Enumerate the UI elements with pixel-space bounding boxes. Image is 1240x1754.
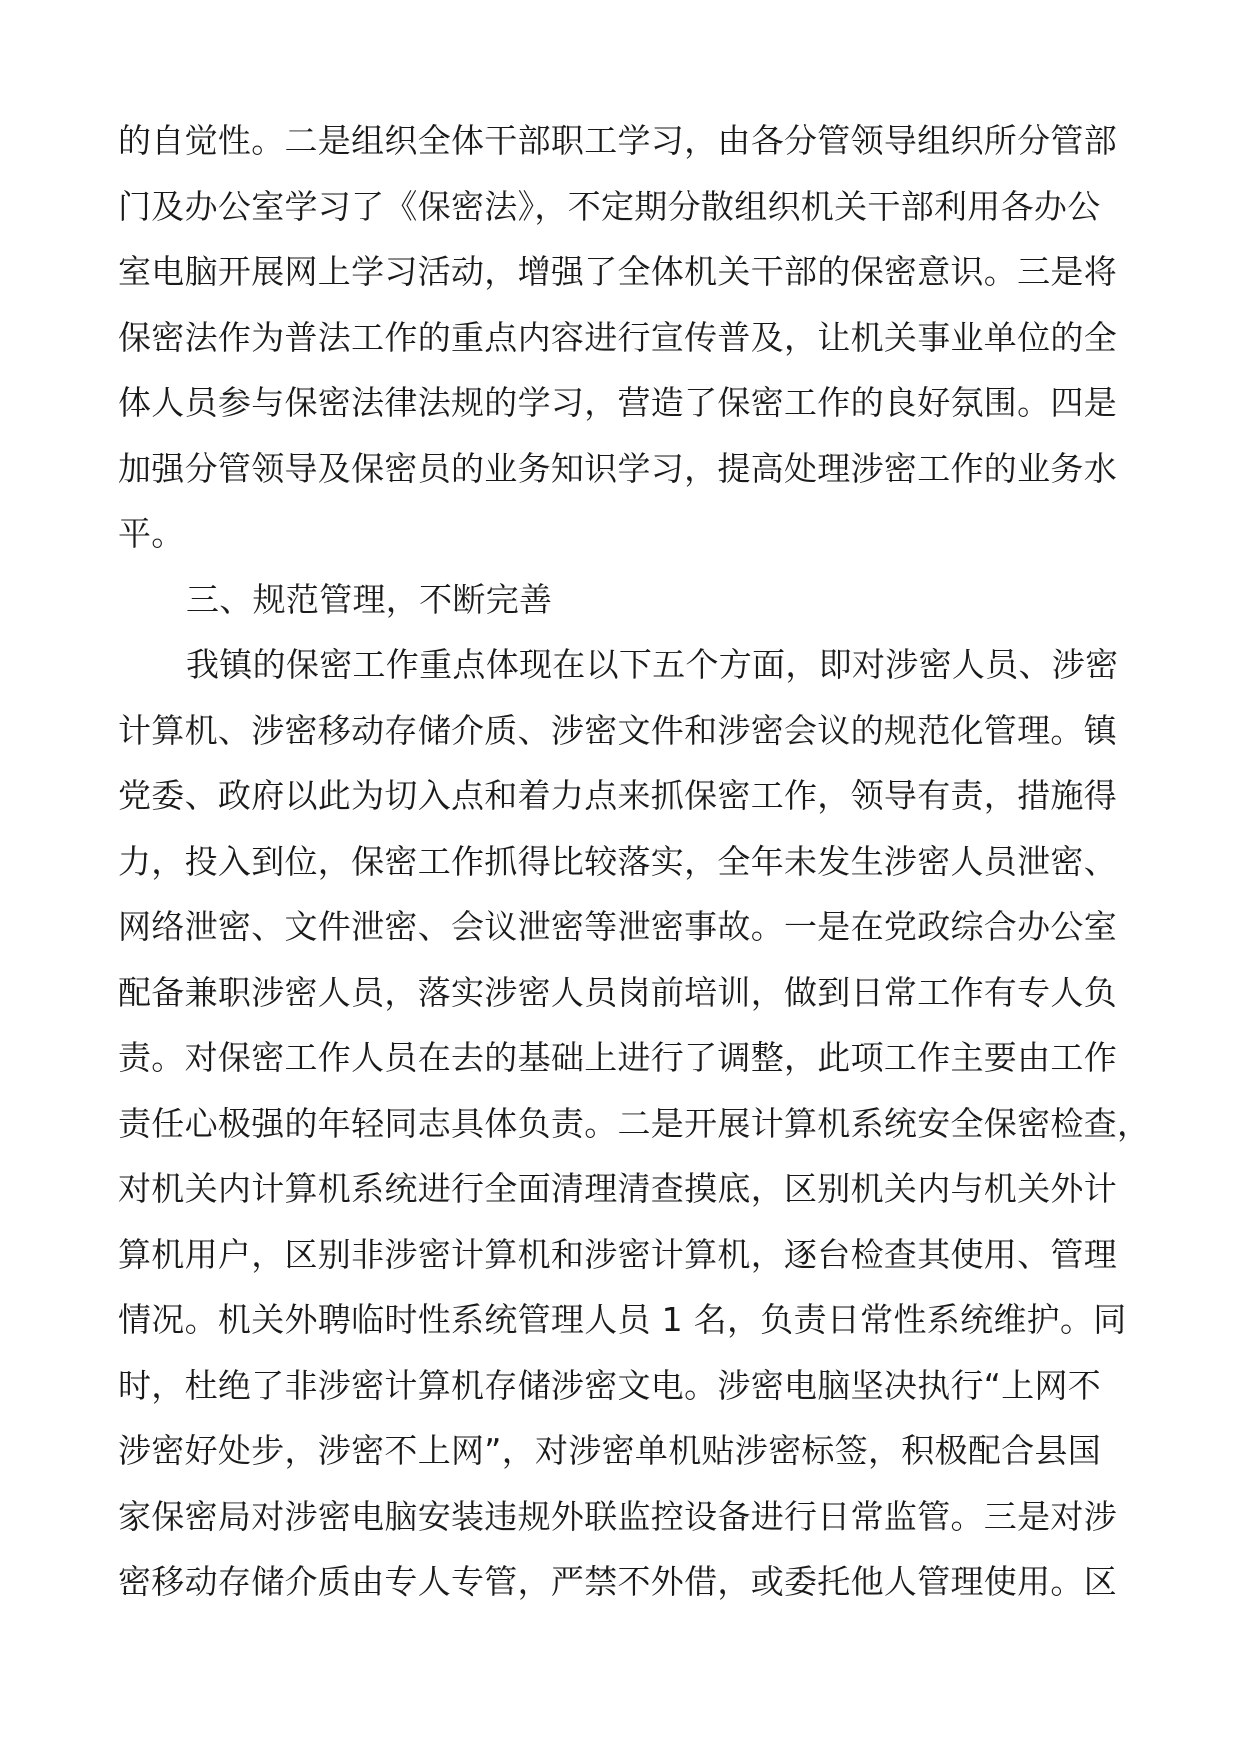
text-line: 家保密局对涉密电脑安装违规外联监控设备进行日常监管。三是对涉 (118, 1496, 1117, 1536)
text-line: 保密法作为普法工作的重点内容进行宣传普及，让机关事业单位的全 (118, 317, 1117, 357)
text-line: 责。对保密工作人员在去的基础上进行了调整，此项工作主要由工作 (118, 1038, 1117, 1077)
text-line: 计算机、涉密移动存储介质、涉密文件和涉密会议的规范化管理。镇 (118, 710, 1117, 750)
text-line: 密移动存储介质由专人专管，严禁不外借，或委托他人管理使用。区 (118, 1562, 1117, 1601)
text-line: 力，投入到位，保密工作抓得比较落实，全年未发生涉密人员泄密、 (118, 841, 1117, 881)
text-line: 配备兼职涉密人员，落实涉密人员岗前培训，做到日常工作有专人负 (118, 972, 1117, 1012)
text-line: 平。 (118, 514, 185, 553)
text-line: 责任心极强的年轻同志具体负责。二是开展计算机系统安全保密检查， (118, 1103, 1151, 1143)
text-line: 网络泄密、文件泄密、会议泄密等泄密事故。一是在党政综合办公室 (118, 907, 1117, 946)
text-line: 的自觉性。二是组织全体干部职工学习，由各分管领导组织所分管部 (118, 121, 1117, 160)
document-body (118, 108, 1151, 1615)
text-line: 时，杜绝了非涉密计算机存储涉密文电。涉密电脑坚决执行“上网不 (118, 1365, 1102, 1405)
section-heading: 三、规范管理，不断完善 (186, 579, 553, 619)
text-line: 门及办公室学习了《保密法》，不定期分散组织机关干部利用各办公 (118, 186, 1101, 226)
text-line: 涉密好处步，涉密不上网”，对涉密单机贴涉密标签，积极配合县国 (118, 1431, 1102, 1470)
paragraph-first-line: 我镇的保密工作重点体现在以下五个方面，即对涉密人员、涉密 (186, 645, 1119, 684)
text-line: 体人员参与保密法律法规的学习，营造了保密工作的良好氛围。四是 (118, 383, 1117, 422)
text-line: 党委、政府以此为切入点和着力点来抓保密工作，领导有责，措施得 (118, 776, 1117, 815)
text-line: 算机用户，区别非涉密计算机和涉密计算机，逐台检查其使用、管理 (118, 1234, 1117, 1274)
text-line: 对机关内计算机系统进行全面清理清查摸底，区别机关内与机关外计 (118, 1169, 1117, 1208)
text-line: 加强分管领导及保密员的业务知识学习，提高处理涉密工作的业务水 (118, 448, 1117, 488)
text-line: 室电脑开展网上学习活动，增强了全体机关干部的保密意识。三是将 (118, 252, 1117, 291)
text-line: 情况。机关外聘临时性系统管理人员 1 名，负责日常性系统维护。同 (118, 1300, 1127, 1339)
